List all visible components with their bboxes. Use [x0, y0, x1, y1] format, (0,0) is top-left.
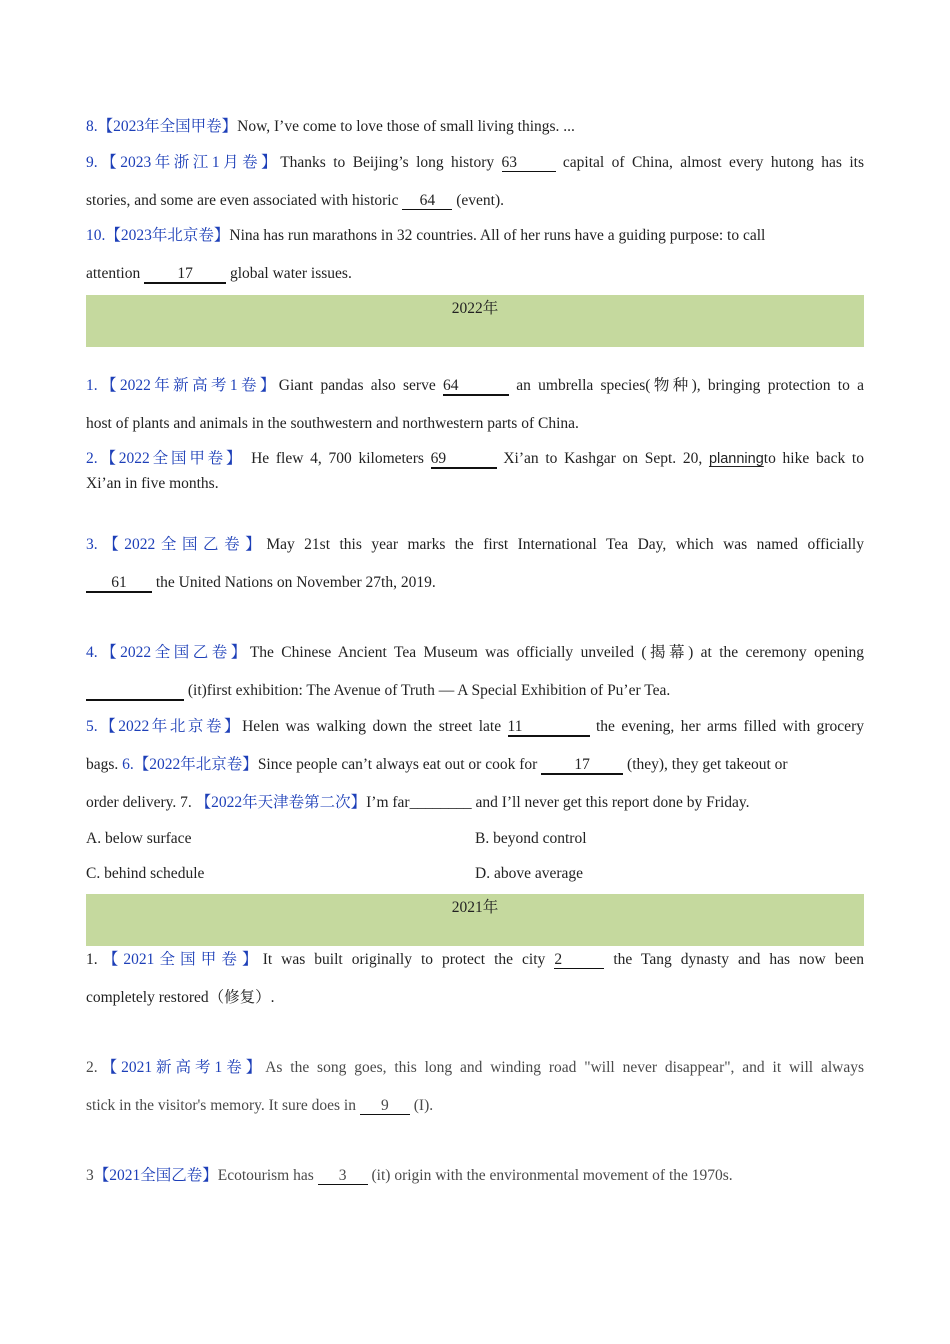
question-text: global water issues. [230, 265, 352, 282]
q-number: 8. [86, 118, 98, 135]
q2021-2-line1 [86, 1058, 864, 1078]
q-number: 1. [86, 951, 98, 968]
answer-blank: 2 [554, 952, 604, 969]
q2021-1-line1 [86, 950, 864, 970]
q-number: 10. [86, 227, 106, 244]
year-band-2021: 2021年 [86, 894, 864, 946]
question-text: opening [814, 644, 865, 661]
option-a: A. below surface [86, 830, 192, 847]
source-tag: 【2023年北京卷】 [105, 227, 230, 244]
question-text: stories, and some are even associated with historic [86, 192, 399, 209]
source-tag: 【2022全国甲卷】 [97, 450, 245, 467]
q-number: 3 [86, 1167, 94, 1184]
question-text: Ecotourism has [217, 1167, 314, 1184]
question-text: attention [86, 265, 141, 282]
question-text: Nina has run marathons in 32 countries. All of her runs have a guiding purpose: to call [229, 227, 766, 244]
q2023-8 [86, 117, 864, 137]
q2022-2-line1 [86, 449, 864, 469]
q2023-9-line1 [86, 153, 864, 173]
option-d: D. above average [475, 865, 584, 882]
q-number: 2. [86, 450, 98, 467]
answer-blank: 3 [318, 1168, 368, 1185]
question-text: Thanks to Beijing’s long history [280, 154, 495, 171]
answer-blank: 9 [360, 1098, 410, 1115]
q2022-2-line2 [86, 474, 864, 494]
question-text: capital of China, almost every hutong has its [562, 154, 864, 171]
q-number: 1. [86, 377, 98, 394]
question-text: to hike back to [763, 450, 864, 467]
q2022-3-line1 [86, 535, 864, 555]
question-text: Xi’an in five months. [86, 475, 219, 492]
q2022-5-6-line [86, 755, 864, 775]
question-text: Helen was walking down the street late [242, 718, 502, 735]
q-number: 9. [86, 154, 98, 171]
question-text: completely restored（修复）. [86, 989, 275, 1006]
question-text: (event). [456, 192, 505, 209]
question-text: (it) origin with the environmental movement of the 1970s. [371, 1167, 733, 1184]
question-text: stick in the visitor's memory. It sure does in [86, 1097, 356, 1114]
answer-blank: 64 [402, 193, 452, 210]
question-text: It was built originally to protect the city [262, 951, 546, 968]
source-tag: 【2021新高考1卷】 [97, 1059, 266, 1076]
source-tag: 【2021全国乙卷】 [93, 1167, 218, 1184]
q2021-2-line2 [86, 1096, 864, 1116]
question-text: The Chinese Ancient Tea Museum was officially unveiled (揭幕) at the ceremony [249, 644, 807, 661]
source-tag: 【2022全国乙卷】 [97, 536, 267, 553]
answer-blank: 64 [443, 378, 509, 396]
answer-blank: 17 [144, 266, 226, 284]
answer-blank [86, 683, 184, 701]
q2022-1-line1 [86, 376, 864, 396]
question-text: order delivery. [86, 794, 177, 811]
answer-blank: 61 [86, 575, 152, 593]
answer-blank: 69 [431, 451, 497, 469]
option-b: B. beyond control [475, 830, 587, 847]
q-number: 4. [86, 644, 98, 661]
q-number: 7. [180, 794, 192, 811]
source-tag: 【2023年全国甲卷】 [97, 118, 238, 135]
question-text: Xi’an to Kashgar on Sept. 20, [503, 450, 703, 467]
question-text: Giant pandas also serve [278, 377, 436, 394]
source-tag: 【2023年浙江1月卷】 [97, 154, 281, 171]
question-text: bags. [86, 756, 119, 773]
question-text: May 21st this year marks the first International Tea Day, which was named officially [266, 536, 864, 553]
question-text: As the song goes, this long and winding road "will never disappear", and it will always [265, 1059, 864, 1076]
q2023-10-line2 [86, 264, 864, 284]
question-text: the Tang dynasty and has now been [613, 951, 865, 968]
source-tag: 【2021全国甲卷】 [97, 951, 263, 968]
q-number: 2. [86, 1059, 98, 1076]
q2022-5-line1 [86, 717, 864, 737]
q2021-3 [86, 1166, 864, 1186]
q2022-4-line2 [86, 681, 864, 701]
question-text: I’m far________ and I’ll never get this report done by Friday. [366, 794, 750, 811]
underlined-word: planning [708, 451, 764, 467]
option-c: C. behind schedule [86, 865, 205, 882]
question-text: Now, I’ve come to love those of small living things. ... [237, 118, 575, 135]
q2021-1-line2 [86, 988, 864, 1008]
question-text: host of plants and animals in the southwestern and northwestern parts of China. [86, 415, 579, 432]
source-tag: 【2022年北京卷】 [97, 718, 243, 735]
q2023-9-line2 [86, 191, 864, 211]
source-tag: 【2022年北京卷】 [133, 756, 258, 773]
q-number: 3. [86, 536, 98, 553]
answer-blank: 11 [508, 719, 590, 737]
q2023-10-line1 [86, 226, 864, 246]
source-tag: 【2022年新高考1卷】 [97, 377, 279, 394]
year-band-2022: 2022年 [86, 295, 864, 347]
q2022-1-line2 [86, 414, 864, 434]
q-number: 6. [122, 756, 134, 773]
question-text: (it)first exhibition: The Avenue of Truth — A Special Exhibition of Pu’er Tea. [187, 682, 671, 699]
question-text: Since people can’t always eat out or cook for [257, 756, 538, 773]
answer-blank: 63 [502, 155, 556, 172]
question-text: an umbrella species(物种), bringing protection to a [516, 377, 864, 394]
q-number: 5. [86, 718, 98, 735]
question-text: He flew 4, 700 kilometers [251, 450, 424, 467]
source-tag: 【2022年天津卷第二次】 [195, 794, 367, 811]
q2022-4-line1 [86, 643, 864, 663]
question-text: (they), they get takeout or [627, 756, 788, 773]
q2022-6-7-line [86, 793, 864, 813]
source-tag: 【2022全国乙卷】 [97, 644, 250, 661]
question-text: the evening, her arms filled with grocery [595, 718, 864, 735]
question-text: the United Nations on November 27th, 2019. [155, 574, 436, 591]
question-text: (I). [413, 1097, 434, 1114]
q2022-3-line2 [86, 573, 864, 593]
answer-blank: 17 [541, 757, 623, 775]
